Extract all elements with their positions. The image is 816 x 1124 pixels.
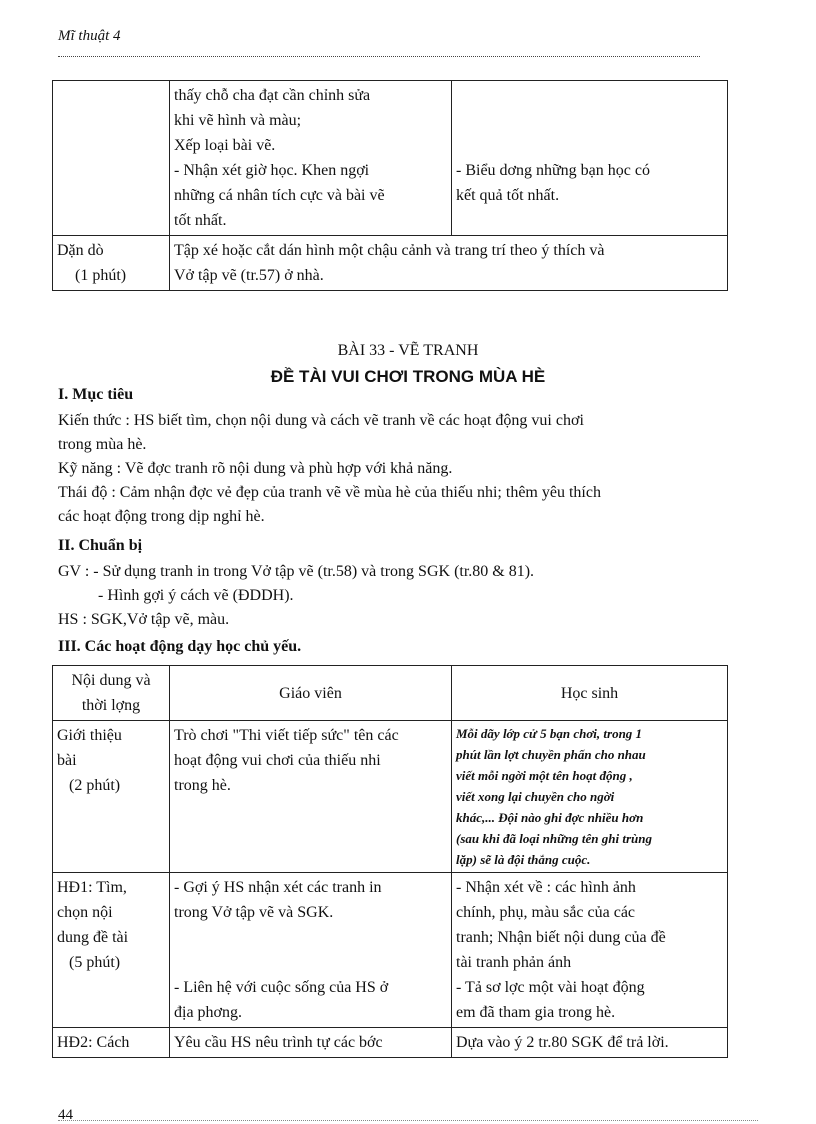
text-line: (1 phút) <box>75 267 127 284</box>
text-line: bài <box>57 752 77 769</box>
text-line: - Biểu dơng những bạn học có <box>456 162 650 179</box>
teacher-cell <box>170 873 452 1028</box>
text-line: Tập xé hoặc cắt dán hình một chậu cảnh và trang trí theo ý thích và <box>174 242 605 259</box>
text-line: viết xong lại chuyền cho ngời <box>456 789 615 804</box>
text-line: Kỹ năng : Vẽ đợc tranh rõ nội dung và phù hợp với khả năng. <box>58 460 453 477</box>
text-line: chọn nội <box>57 904 113 921</box>
spacer-line <box>174 950 447 975</box>
text-line: HĐ1: Tìm, <box>57 879 127 896</box>
text-line: những cá nhân tích cực và bài vẽ <box>174 187 385 204</box>
text-line: (sau khi đã loại những tên ghi trùng <box>456 831 652 846</box>
text-line: - Nhận xét giờ học. Khen ngợi <box>174 162 370 179</box>
text-line: Mỗi dãy lớp cử 5 bạn chơi, trong 1 <box>456 726 643 741</box>
lesson-number: BÀI 33 - VẼ TRANH <box>337 342 479 359</box>
text-line: thời lợng <box>81 697 141 714</box>
spacer-line <box>456 133 723 158</box>
student-cell: Dựa vào ý 2 tr.80 SGK để trả lời. <box>452 1028 728 1058</box>
activity-table <box>52 665 728 1058</box>
table-row <box>53 873 728 1028</box>
spacer-line <box>456 108 723 133</box>
text-line: trong hè. <box>174 777 231 794</box>
student-cell <box>452 81 728 236</box>
text-line: Giới thiệu <box>57 727 122 744</box>
spacer-line <box>456 83 723 108</box>
text-line: (2 phút) <box>57 777 121 794</box>
text-line: viết mỗi ngời một tên hoạt động , <box>456 768 633 783</box>
text-line: trong Vở tập vẽ và SGK. <box>174 904 334 921</box>
table-row <box>53 1028 728 1058</box>
text-line: Thái độ : Cảm nhận đợc vẻ đẹp của tranh vẽ về mùa hè của thiếu nhi; thêm yêu thích <box>58 484 601 501</box>
text-line: (5 phút) <box>57 954 121 971</box>
column-header: Học sinh <box>452 666 728 721</box>
text-line: chính, phụ, màu sắc của các <box>456 904 636 921</box>
content-cell: HĐ2: Cách <box>53 1028 170 1058</box>
section-heading: III. Các hoạt động dạy học chủ yếu. <box>58 638 302 655</box>
text-line: dung đề tài <box>57 929 129 946</box>
text-line: Dặn dò <box>57 242 104 259</box>
text-line: - Tả sơ lợc một vài hoạt động <box>456 979 645 996</box>
text-line: Trò chơi "Thi viết tiếp sức" tên các <box>174 727 399 744</box>
text-line: khác,... Đội nào ghi đợc nhiều hơn <box>456 810 644 825</box>
text-line: lặp) sẽ là đội thắng cuộc. <box>456 852 591 867</box>
column-header: Giáo viên <box>170 666 452 721</box>
text-line: HS : SGK,Vở tập vẽ, màu. <box>58 611 230 628</box>
spacer-line <box>174 925 447 950</box>
text-line: các hoạt động trong dịp nghỉ hè. <box>58 508 265 525</box>
content-cell <box>53 873 170 1028</box>
text-line: Kiến thức : HS biết tìm, chọn nội dung và cách vẽ tranh về các hoạt động vui chơi <box>58 412 584 429</box>
text-line: tài tranh phản ánh <box>456 954 572 971</box>
content-cell <box>53 721 170 873</box>
text-line: thấy chỗ cha đạt cần chỉnh sửa <box>174 87 371 104</box>
text-line: trong mùa hè. <box>58 436 147 453</box>
text-line: tranh; Nhận biết nội dung của đề <box>456 929 666 946</box>
text-line: khi vẽ hình và màu; <box>174 112 302 129</box>
text-line: - Liên hệ với cuộc sống của HS ở <box>174 979 389 996</box>
teacher-cell <box>170 81 452 236</box>
teacher-cell <box>170 721 452 873</box>
text-line: - Gợi ý HS nhận xét các tranh in <box>174 879 382 896</box>
section-heading: I. Mục tiêu <box>58 386 134 403</box>
text-line: GV : - Sử dụng tranh in trong Vở tập vẽ (tr.58) và trong SGK (tr.80 & 81). <box>58 563 535 580</box>
text-line: - Hình gợi ý cách vẽ (ĐDDH). <box>58 587 294 604</box>
homework-cell <box>170 236 728 291</box>
text-line: tốt nhất. <box>174 212 227 229</box>
text-line: kết quả tốt nhất. <box>456 187 560 204</box>
teacher-cell: Yêu cầu HS nêu trình tự các bớc <box>170 1028 452 1058</box>
table-row <box>53 721 728 873</box>
text-line: Nội dung và <box>71 672 151 689</box>
text-line: - Nhận xét về : các hình ảnh <box>456 879 636 896</box>
lesson-title: ĐỀ TÀI VUI CHƠI TRONG MÙA HÈ <box>270 367 546 386</box>
student-cell <box>452 721 728 873</box>
footer-divider <box>58 1120 758 1121</box>
text-line: phút lần lợt chuyền phấn cho nhau <box>456 747 646 762</box>
text-line: địa phơng. <box>174 1004 243 1021</box>
preparation-text <box>58 560 718 632</box>
column-header <box>53 666 170 721</box>
table-row <box>53 236 728 291</box>
text-line: Vở tập vẽ (tr.57) ở nhà. <box>174 267 324 284</box>
objectives-text <box>58 409 718 529</box>
header-divider <box>58 56 700 57</box>
table-cell <box>53 81 170 236</box>
student-cell <box>452 873 728 1028</box>
running-header: Mĩ thuật 4 <box>58 28 121 44</box>
text-line: Xếp loại bài vẽ. <box>174 137 276 154</box>
section-heading: II. Chuẩn bị <box>58 537 143 554</box>
table-header-row <box>53 666 728 721</box>
table-row <box>53 81 728 236</box>
activity-table-continued <box>52 80 728 291</box>
text-line: em đã tham gia trong hè. <box>456 1004 616 1021</box>
text-line: hoạt động vui chơi của thiếu nhi <box>174 752 381 769</box>
page-number: 44 <box>58 1107 73 1123</box>
content-cell <box>53 236 170 291</box>
